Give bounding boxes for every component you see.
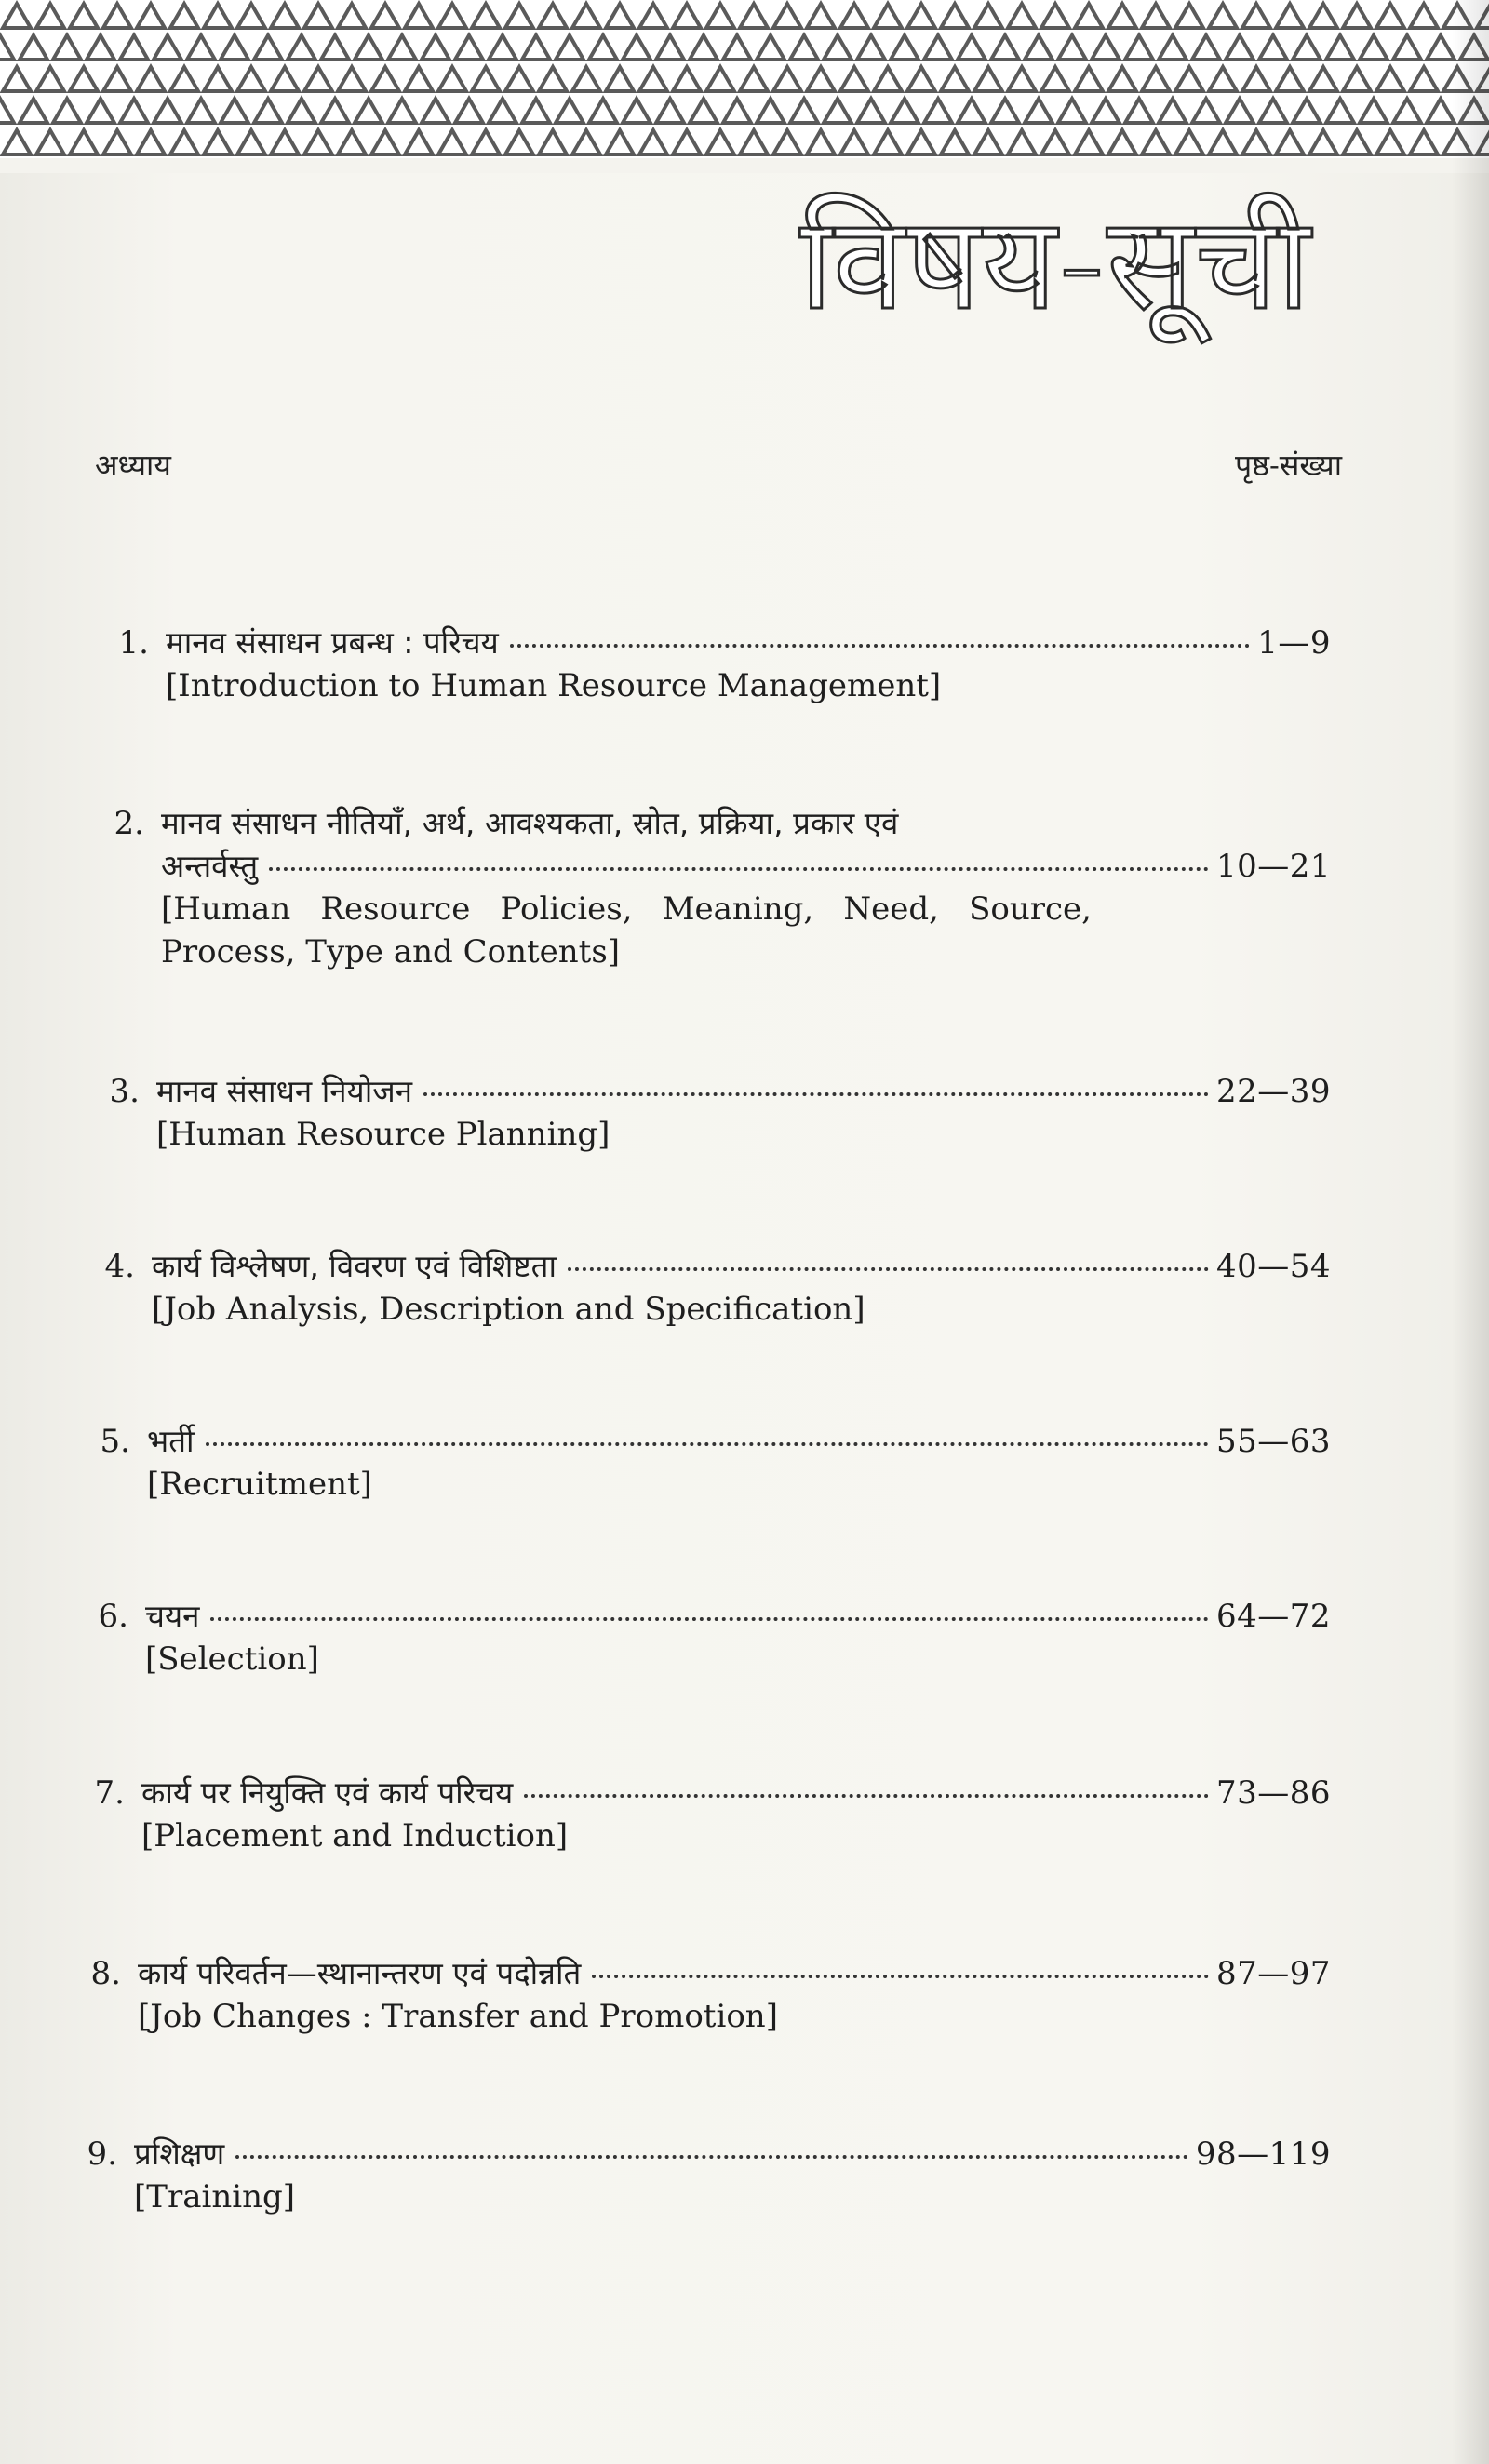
entry-number: 3.: [109, 1073, 140, 1110]
dot-leader: [592, 1975, 1209, 1978]
entry-number: 1.: [118, 624, 149, 662]
entry-hindi-title: भर्ती: [147, 1423, 195, 1459]
entry-hindi-title: चयन: [145, 1598, 200, 1634]
entry-english-title: [Placement and Induction]: [141, 1817, 569, 1855]
entry-hindi-title: कार्य विश्लेषण, विवरण एवं विशिष्टता: [152, 1248, 557, 1284]
entry-english-title: [Training]: [134, 2178, 296, 2216]
entry-hindi-title: कार्य पर नियुक्ति एवं कार्य परिचय: [141, 1774, 514, 1811]
entry-hindi-title: प्रशिक्षण: [134, 2136, 225, 2172]
entry-hindi-title-line1: मानव संसाधन नीतियाँ, अर्थ, आवश्यकता, स्रोत, प्रक्रिया, प्रकार एवं: [161, 805, 899, 841]
entry-page-range: 55—63: [1215, 1423, 1331, 1460]
entry-page-range: 73—86: [1215, 1774, 1331, 1812]
toc-entry-9[interactable]: [71, 2133, 1331, 2218]
entry-page-range: 10—21: [1215, 848, 1331, 885]
page-number-column-label: पृष्ठ-संख्या: [1234, 448, 1342, 483]
entry-english-title: [Human Resource Planning]: [156, 1116, 610, 1153]
entry-page-range: 98—119: [1195, 2136, 1331, 2173]
entry-number: 5.: [100, 1423, 130, 1460]
toc-entry-1[interactable]: [102, 622, 1331, 707]
chapter-column-label: अध्याय: [95, 448, 171, 483]
entry-hindi-title: मानव संसाधन प्रबन्ध : परिचय: [166, 624, 499, 661]
toc-entry-2[interactable]: [98, 802, 1331, 973]
dot-leader: [510, 644, 1251, 648]
toc-entry-7[interactable]: [78, 1772, 1331, 1857]
entry-english-title: [Introduction to Human Resource Management]: [166, 667, 942, 704]
entry-english-title: [Job Analysis, Description and Specification]: [152, 1291, 865, 1328]
toc-entry-6[interactable]: [82, 1595, 1331, 1681]
entry-number: 6.: [98, 1598, 128, 1635]
dot-leader: [235, 2155, 1188, 2159]
entry-english-title: [Selection]: [145, 1640, 319, 1678]
entry-page-range: 22—39: [1215, 1073, 1331, 1110]
entry-hindi-title-line2: अन्तर्वस्तु: [161, 848, 259, 884]
entry-english-title: [Job Changes : Transfer and Promotion]: [138, 1998, 778, 2035]
dot-leader: [269, 867, 1209, 871]
toc-entry-5[interactable]: [84, 1420, 1331, 1506]
page-title: विषय-सूची: [799, 189, 1312, 339]
dot-leader: [423, 1092, 1209, 1096]
entry-english-title: [Human Resource Policies, Meaning, Need, Source, Process, Type and Contents]: [161, 891, 1092, 971]
dot-leader: [524, 1794, 1209, 1798]
entry-page-range: 1—9: [1257, 624, 1331, 662]
entry-number: 9.: [87, 2136, 117, 2173]
toc-entry-3[interactable]: [93, 1070, 1331, 1156]
entry-hindi-title: मानव संसाधन नियोजन: [156, 1073, 413, 1109]
page-edge-shadow: [1452, 0, 1489, 2464]
dot-leader: [568, 1267, 1209, 1271]
decorative-triangle-banner: [0, 0, 1489, 173]
entry-page-range: 64—72: [1215, 1598, 1331, 1635]
entry-number: 2.: [114, 805, 144, 842]
entry-english-title: [Recruitment]: [147, 1466, 372, 1503]
toc-entry-8[interactable]: [74, 1952, 1331, 2038]
entry-number: 7.: [94, 1774, 125, 1812]
dot-leader: [206, 1442, 1209, 1446]
entry-page-range: 40—54: [1215, 1248, 1331, 1285]
entry-hindi-title: कार्य परिवर्तन—स्थानान्तरण एवं पदोन्नति: [138, 1955, 582, 1991]
toc-entry-4[interactable]: [88, 1245, 1331, 1331]
dot-leader: [210, 1617, 1209, 1621]
entry-number: 4.: [104, 1248, 135, 1285]
entry-number: 8.: [90, 1955, 121, 1992]
entry-page-range: 87—97: [1215, 1955, 1331, 1992]
